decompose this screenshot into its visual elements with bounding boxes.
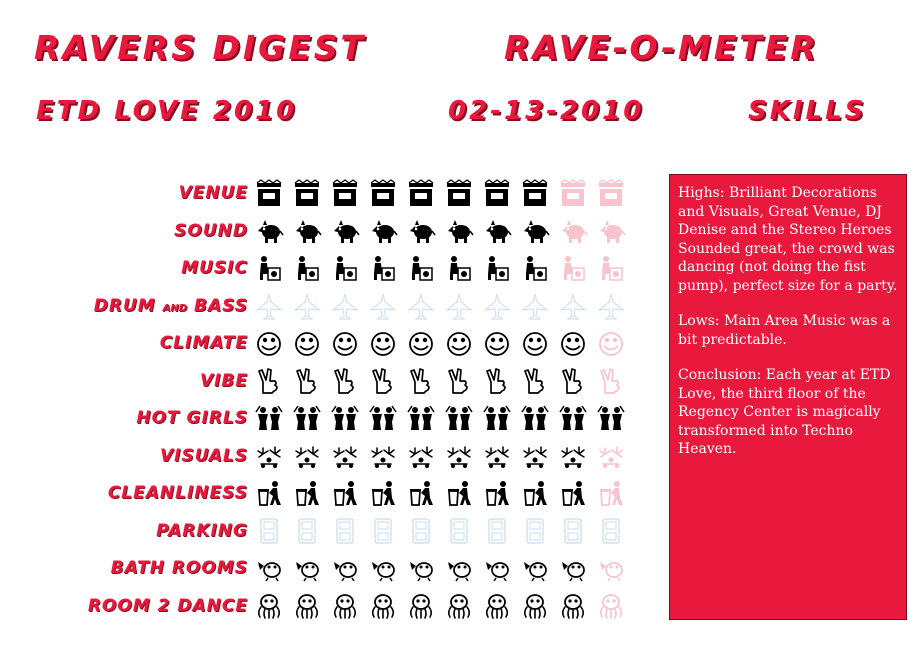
and-word: AND — [162, 303, 188, 314]
dj-icon — [596, 253, 626, 283]
event-name: ETD LOVE 2010 — [36, 96, 298, 126]
jet-icon — [254, 291, 284, 321]
peace-hand-icon — [330, 366, 360, 396]
dj-icon — [292, 253, 322, 283]
peace-hand-icon — [444, 366, 474, 396]
fireworks-icon — [254, 441, 284, 471]
smiley-face-icon — [558, 328, 588, 358]
category-label-visuals: VISUALS — [160, 446, 248, 466]
review-conclusion: Conclusion: Each year at ETD Love, the third floor of the Regency Center is magically transformed into Techno Heaven. — [678, 367, 891, 457]
review-lows: Lows: Main Area Music was a bit predictable. — [678, 313, 891, 348]
jet-icon — [330, 291, 360, 321]
trash-bin-icon — [406, 478, 436, 508]
trash-bin-icon — [368, 478, 398, 508]
fireworks-icon — [444, 441, 474, 471]
review-panel — [669, 174, 907, 620]
trash-bin-icon — [444, 478, 474, 508]
gemini-twins-icon — [406, 403, 436, 433]
jet-icon — [444, 291, 474, 321]
scrubbing-pig-icon — [482, 553, 512, 583]
drum-word: DRUM — [93, 296, 156, 316]
smiley-face-icon — [596, 328, 626, 358]
boar-icon — [292, 216, 322, 246]
parking-tile-icon — [406, 516, 436, 546]
scrubbing-pig-icon — [406, 553, 436, 583]
peace-hand-icon — [292, 366, 322, 396]
parking-tile-icon — [368, 516, 398, 546]
smiley-face-icon — [330, 328, 360, 358]
category-label-parking: PARKING — [156, 521, 248, 541]
octopus-icon — [254, 591, 284, 621]
smiley-face-icon — [406, 328, 436, 358]
fireworks-icon — [406, 441, 436, 471]
jet-icon — [368, 291, 398, 321]
octopus-icon — [596, 591, 626, 621]
category-label-venue: VENUE — [178, 183, 248, 203]
trash-bin-icon — [330, 478, 360, 508]
fireworks-icon — [596, 441, 626, 471]
stadium-icon — [558, 178, 588, 208]
trash-bin-icon — [558, 478, 588, 508]
octopus-icon — [520, 591, 550, 621]
octopus-icon — [330, 591, 360, 621]
stadium-icon — [292, 178, 322, 208]
parking-tile-icon — [558, 516, 588, 546]
category-label-drum-and-bass — [8, 291, 248, 321]
event-date: 02-13-2010 — [448, 96, 645, 126]
gemini-twins-icon — [558, 403, 588, 433]
scrubbing-pig-icon — [520, 553, 550, 583]
stadium-icon — [596, 178, 626, 208]
gemini-twins-icon — [596, 403, 626, 433]
trash-bin-icon — [596, 478, 626, 508]
fireworks-icon — [292, 441, 322, 471]
jet-icon — [406, 291, 436, 321]
octopus-icon — [444, 591, 474, 621]
fireworks-icon — [368, 441, 398, 471]
boar-icon — [558, 216, 588, 246]
stadium-icon — [520, 178, 550, 208]
smiley-face-icon — [292, 328, 322, 358]
parking-tile-icon — [482, 516, 512, 546]
scrubbing-pig-icon — [254, 553, 284, 583]
category-label-sound: SOUND — [174, 221, 248, 241]
parking-tile-icon — [596, 516, 626, 546]
boar-icon — [482, 216, 512, 246]
peace-hand-icon — [596, 366, 626, 396]
boar-icon — [330, 216, 360, 246]
fireworks-icon — [330, 441, 360, 471]
dj-icon — [254, 253, 284, 283]
jet-icon — [482, 291, 512, 321]
category-label-room-2-dance: ROOM 2 DANCE — [87, 596, 248, 616]
scrubbing-pig-icon — [596, 553, 626, 583]
fireworks-icon — [482, 441, 512, 471]
parking-tile-icon — [444, 516, 474, 546]
stadium-icon — [330, 178, 360, 208]
review-highs: Highs: Brilliant Decorations and Visuals, Great Venue, DJ Denise and the Stereo Heroes Sounded great, the crowd was dancing (not doing the fist pump), perfect size for a party. — [678, 185, 898, 294]
boar-icon — [596, 216, 626, 246]
category-label-music: MUSIC — [181, 258, 248, 278]
boar-icon — [368, 216, 398, 246]
dj-icon — [406, 253, 436, 283]
octopus-icon — [406, 591, 436, 621]
fireworks-icon — [520, 441, 550, 471]
jet-icon — [596, 291, 626, 321]
parking-tile-icon — [330, 516, 360, 546]
smiley-face-icon — [254, 328, 284, 358]
smiley-face-icon — [444, 328, 474, 358]
parking-tile-icon — [292, 516, 322, 546]
peace-hand-icon — [520, 366, 550, 396]
dj-icon — [482, 253, 512, 283]
trash-bin-icon — [254, 478, 284, 508]
fireworks-icon — [558, 441, 588, 471]
parking-tile-icon — [254, 516, 284, 546]
peace-hand-icon — [254, 366, 284, 396]
octopus-icon — [368, 591, 398, 621]
stadium-icon — [254, 178, 284, 208]
rave-o-meter-title: RAVE-O-METER — [504, 28, 819, 67]
jet-icon — [558, 291, 588, 321]
gemini-twins-icon — [254, 403, 284, 433]
category-label-hot-girls: HOT GIRLS — [136, 408, 248, 428]
boar-icon — [406, 216, 436, 246]
boar-icon — [444, 216, 474, 246]
gemini-twins-icon — [482, 403, 512, 433]
section-title: SKILLS — [748, 96, 867, 126]
trash-bin-icon — [292, 478, 322, 508]
dj-icon — [330, 253, 360, 283]
stadium-icon — [368, 178, 398, 208]
parking-tile-icon — [520, 516, 550, 546]
trash-bin-icon — [520, 478, 550, 508]
category-label-cleanliness: CLEANLINESS — [107, 483, 248, 503]
dj-icon — [444, 253, 474, 283]
smiley-face-icon — [520, 328, 550, 358]
gemini-twins-icon — [292, 403, 322, 433]
boar-icon — [520, 216, 550, 246]
stadium-icon — [406, 178, 436, 208]
magazine-title: RAVERS DIGEST — [34, 28, 367, 67]
scrubbing-pig-icon — [292, 553, 322, 583]
gemini-twins-icon — [368, 403, 398, 433]
scrubbing-pig-icon — [558, 553, 588, 583]
gemini-twins-icon — [330, 403, 360, 433]
scrubbing-pig-icon — [330, 553, 360, 583]
octopus-icon — [558, 591, 588, 621]
category-label-bath-rooms: BATH ROOMS — [110, 558, 248, 578]
trash-bin-icon — [482, 478, 512, 508]
stadium-icon — [482, 178, 512, 208]
peace-hand-icon — [368, 366, 398, 396]
dj-icon — [520, 253, 550, 283]
smiley-face-icon — [482, 328, 512, 358]
peace-hand-icon — [406, 366, 436, 396]
stadium-icon — [444, 178, 474, 208]
smiley-face-icon — [368, 328, 398, 358]
peace-hand-icon — [558, 366, 588, 396]
octopus-icon — [482, 591, 512, 621]
category-label-climate: CLIMATE — [159, 333, 248, 353]
boar-icon — [254, 216, 284, 246]
bass-word: BASS — [194, 296, 248, 316]
gemini-twins-icon — [444, 403, 474, 433]
scrubbing-pig-icon — [444, 553, 474, 583]
dj-icon — [368, 253, 398, 283]
jet-icon — [520, 291, 550, 321]
jet-icon — [292, 291, 322, 321]
dj-icon — [558, 253, 588, 283]
octopus-icon — [292, 591, 322, 621]
category-label-vibe: VIBE — [199, 371, 248, 391]
scrubbing-pig-icon — [368, 553, 398, 583]
gemini-twins-icon — [520, 403, 550, 433]
peace-hand-icon — [482, 366, 512, 396]
